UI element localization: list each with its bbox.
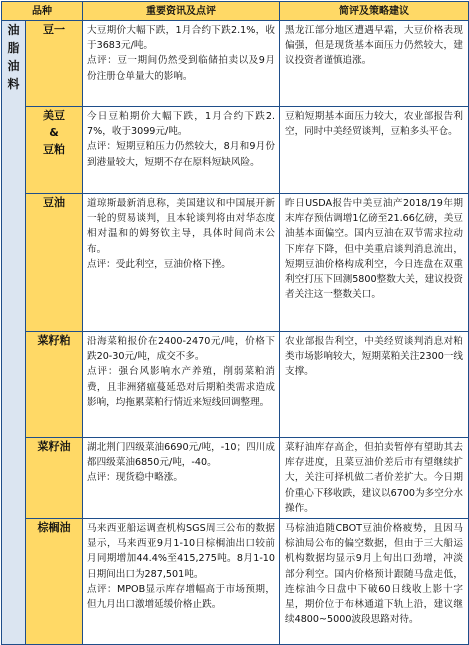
news-text: 马来西亚船运调查机构SGS周三公布的数据显示，马来西亚9月1-10日棕榈油出口较前月同期增加44.4%至415,275吨。8月1-10日期间出口为287,501吨。 点评：MPOB显示库存增幅高于市场预期，但九月出口激增延缓价格止跌。 bbox=[87, 523, 275, 611]
product-name-line2: 豆粕 bbox=[43, 143, 65, 156]
product-cell bbox=[26, 332, 83, 438]
sector-label: 油脂油料 bbox=[7, 23, 20, 91]
product-name: 豆一 bbox=[43, 23, 65, 36]
product-cell bbox=[26, 194, 83, 332]
advice-cell bbox=[280, 21, 469, 107]
news-cell bbox=[83, 519, 280, 645]
news-text: 道琼斯最新消息称，美国建议和中国展开新一轮的贸易谈判，且本轮谈判将由对华态度相对温和的姆努钦主导，具体时间尚未公布。 点评：受此利空，豆油价格下挫。 bbox=[87, 198, 275, 270]
news-cell bbox=[83, 438, 280, 519]
table-row bbox=[2, 194, 469, 332]
header-variety: 品种 bbox=[2, 2, 83, 21]
table-row bbox=[2, 21, 469, 107]
news-text: 湖北荆门四级菜油6690元/吨，-10；四川成都四级菜油6850元/吨，-40。 点评：现货稳中略涨。 bbox=[87, 442, 275, 484]
header-advice: 简评及策略建议 bbox=[280, 2, 469, 21]
product-cell bbox=[26, 21, 83, 107]
table-row bbox=[2, 332, 469, 438]
advice-cell bbox=[280, 438, 469, 519]
product-name: 菜籽油 bbox=[37, 440, 71, 453]
advice-text: 昨日USDA报告中美豆油产2018/19年期末库存预估调增1亿磅至21.66亿磅，美豆油基本面偏空。国内豆油在双节需求拉动下库存下降，但中美重启谈判消息流出，短期豆油价格构成利空，今日连盘在双重利空打压下回测5800整数大关，建议投资者关注这一整数关口。 bbox=[285, 198, 463, 301]
advice-cell bbox=[280, 194, 469, 332]
news-text: 沿海菜粕报价在2400-2470元/吨，价格下跌20-30元/吨，成交不多。 点评：强台风影响水产养殖，削弱菜粕消费，且非洲猪瘟蔓延恐对后期粕类需求造成影响，均拖累菜粕行情近来短线回调整理。 bbox=[87, 336, 275, 408]
commodity-table bbox=[1, 1, 469, 645]
product-cell bbox=[26, 438, 83, 519]
advice-text: 豆粕短期基本面压力较大，农业部报告利空，同时中美经贸谈判，豆粕多头平仓。 bbox=[285, 111, 463, 138]
news-cell bbox=[83, 332, 280, 438]
news-text: 今日豆粕期价大幅下跌，1月合约下跌2.7%，收于3099元/吨。 点评：短期豆粕压力仍然较大，8月和9月份到港量较大，短期不存在原料短缺风险。 bbox=[87, 111, 275, 168]
advice-text: 黑龙江部分地区遭遇早霜，大豆价格表现偏强，但是现货基本面压力仍然较大，建议投资者谨慎追涨。 bbox=[285, 25, 463, 67]
product-name-line1: 美豆 bbox=[43, 109, 65, 122]
product-name: 棕榈油 bbox=[37, 521, 71, 535]
header-row bbox=[2, 2, 469, 21]
table-row bbox=[2, 107, 469, 194]
advice-text: 菜籽油库存高企，但拍卖暂停有望助其去库存进度，且菜豆油价差后市有望继续扩大，关注可择机做二者价差扩大。今日期价重心下移收跌，建议以6700为多空分水操作。 bbox=[285, 442, 463, 514]
news-cell bbox=[83, 21, 280, 107]
news-text: 大豆期价大幅下跌，1月合约下跌2.1%，收于3683元/吨。 点评：豆一期间仍然受到临储拍卖以及9月份注册仓单量大的影响。 bbox=[87, 25, 275, 82]
advice-cell bbox=[280, 332, 469, 438]
table-row bbox=[2, 519, 469, 645]
product-name: 菜籽粕 bbox=[37, 334, 71, 347]
advice-text: 农业部报告利空，中美经贸谈判消息对粕类市场影响较大，短期菜粕关注2300一线支撑。 bbox=[285, 336, 463, 378]
product-ampersand: & bbox=[49, 126, 59, 139]
header-news: 重要资讯及点评 bbox=[83, 2, 280, 21]
product-name: 豆油 bbox=[43, 196, 65, 209]
news-cell bbox=[83, 194, 280, 332]
advice-cell bbox=[280, 107, 469, 194]
sector-cell bbox=[2, 21, 26, 645]
product-cell bbox=[26, 519, 83, 645]
news-cell bbox=[83, 107, 280, 194]
table-row bbox=[2, 438, 469, 519]
product-cell bbox=[26, 107, 83, 194]
advice-cell bbox=[280, 519, 469, 645]
advice-text: 马棕油追随CBOT豆油价格疲势，且因马棕油局公布的偏空数据，但由于三大船运机构数据均显示9月上旬出口劲增，冲淡部分利空。国内价格预计跟随马盘走低，连棕油今日盘中下破60日线收上影十字星，期价位于布林通道下轨上沿，建议继续4800~5000波段思路对待。 bbox=[285, 523, 463, 626]
